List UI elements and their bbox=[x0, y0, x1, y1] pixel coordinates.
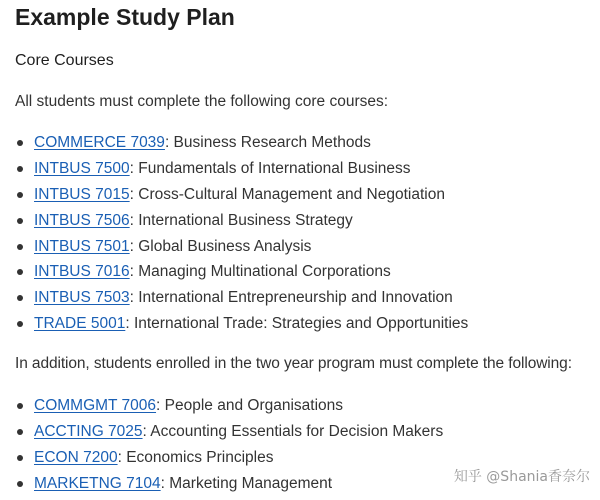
course-link-commerce-7039[interactable]: COMMERCE 7039 bbox=[34, 134, 165, 151]
course-name: : Fundamentals of International Business bbox=[129, 159, 411, 177]
study-plan-page bbox=[15, 0, 600, 500]
course-name: : International Business Strategy bbox=[129, 211, 353, 229]
bullet-icon bbox=[17, 295, 23, 301]
list-item bbox=[15, 133, 468, 159]
course-name: : Economics Principles bbox=[117, 448, 274, 466]
course-name: : International Entrepreneurship and Innovation bbox=[129, 289, 453, 307]
course-link-econ-7200[interactable]: ECON 7200 bbox=[34, 448, 118, 466]
course-name: : International Trade: Strategies and Opportunities bbox=[125, 315, 469, 333]
bullet-icon bbox=[17, 403, 23, 409]
bullet-icon bbox=[17, 321, 23, 327]
list-item bbox=[15, 474, 443, 500]
list-item bbox=[15, 288, 468, 314]
course-link-commgmt-7006[interactable]: COMMGMT 7006 bbox=[34, 397, 157, 414]
bullet-icon bbox=[17, 269, 23, 275]
course-link-accting-7025[interactable]: ACCTING 7025 bbox=[34, 422, 143, 440]
course-name: : People and Organisations bbox=[156, 397, 344, 414]
bullet-icon bbox=[17, 429, 23, 435]
list-item bbox=[15, 422, 443, 448]
course-name: : Cross-Cultural Management and Negotiation bbox=[129, 185, 445, 203]
course-name: : Marketing Management bbox=[160, 474, 333, 492]
list-item bbox=[15, 237, 468, 263]
two-year-course-list bbox=[15, 396, 443, 500]
course-link-intbus-7506[interactable]: INTBUS 7506 bbox=[34, 211, 130, 229]
list-item bbox=[15, 262, 468, 288]
course-link-intbus-7503[interactable]: INTBUS 7503 bbox=[34, 289, 130, 307]
course-link-trade-5001[interactable]: TRADE 5001 bbox=[34, 315, 126, 333]
bullet-icon bbox=[17, 455, 23, 461]
bullet-icon bbox=[17, 244, 23, 250]
course-link-intbus-7501[interactable]: INTBUS 7501 bbox=[34, 237, 130, 255]
course-name: : Managing Multinational Corporations bbox=[129, 263, 391, 281]
bullet-icon bbox=[17, 166, 23, 172]
bullet-icon bbox=[17, 192, 23, 198]
list-item bbox=[15, 448, 443, 474]
course-name: : Business Research Methods bbox=[164, 134, 371, 151]
list-item bbox=[15, 211, 468, 237]
bullet-icon bbox=[17, 140, 23, 146]
course-link-intbus-7016[interactable]: INTBUS 7016 bbox=[34, 263, 130, 281]
list-item bbox=[15, 314, 468, 340]
core-courses-intro: All students must complete the following core courses: bbox=[15, 93, 389, 110]
page-title: Example Study Plan bbox=[15, 4, 235, 30]
bullet-icon bbox=[17, 218, 23, 224]
section-heading-core-courses: Core Courses bbox=[15, 52, 114, 69]
list-item bbox=[15, 159, 468, 185]
course-name: : Global Business Analysis bbox=[129, 237, 312, 255]
course-link-intbus-7500[interactable]: INTBUS 7500 bbox=[34, 159, 130, 177]
bullet-icon bbox=[17, 481, 23, 487]
course-link-marketng-7104[interactable]: MARKETNG 7104 bbox=[34, 474, 161, 492]
core-course-list bbox=[15, 133, 468, 340]
list-item bbox=[15, 396, 443, 422]
two-year-program-intro: In addition, students enrolled in the two year program must complete the following: bbox=[15, 355, 572, 372]
zhihu-watermark: 知乎 @Shania香奈尔 bbox=[453, 469, 590, 485]
course-name: : Accounting Essentials for Decision Makers bbox=[142, 422, 444, 440]
list-item bbox=[15, 185, 468, 211]
course-link-intbus-7015[interactable]: INTBUS 7015 bbox=[34, 185, 130, 203]
